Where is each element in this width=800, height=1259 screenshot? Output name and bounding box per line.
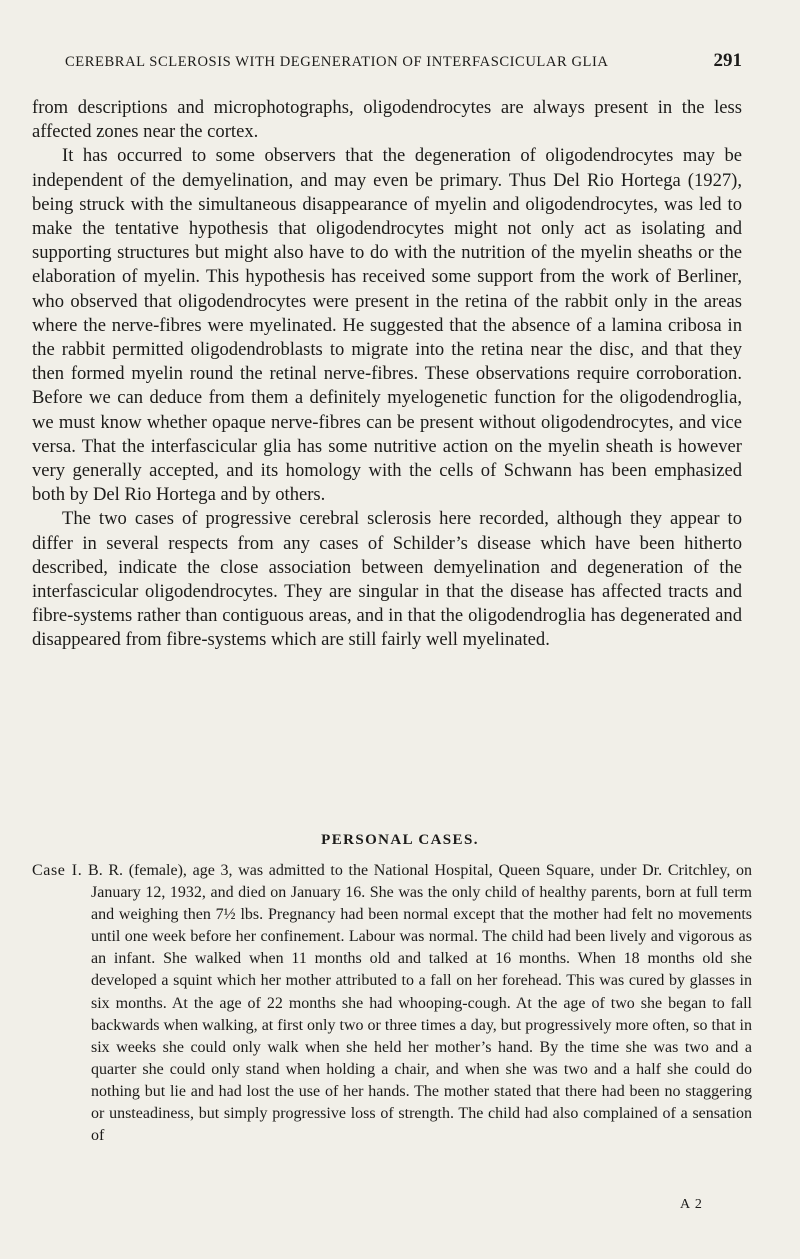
case-label: Case I. bbox=[32, 862, 83, 879]
case-text: B. R. (female), age 3, was admitted to the National Hospital, Queen Square, under Dr. Critchley, on January 12, 1932, and died on January 16. She was the only child of healthy parents, born at full term and weighing then 7½ lbs. Pregnancy had been normal except that the mother had felt no movements until one week before her confinement. Labour was normal. The child had been lively and vigorous as an infant. She walked when 11 months old and talked at 16 months. When 18 months old she developed a squint which her mother attributed to a fall on her forehead. This was cured by glasses in six months. At the age of 22 months she had whooping-cough. At the age of two she began to fall backwards when walking, at first only two or three times a day, but progressively more often, so that in six weeks she could only walk when she held her mother’s hand. By the time she was two and a quarter she could only stand when holding a chair, and when she was two and a half she could do nothing but lie and had lost the use of her hands. The mother stated that there had been no staggering or unsteadiness, but simply progressive loss of strength. The child had also complained of a sensation of bbox=[88, 862, 753, 1145]
case-report bbox=[32, 860, 752, 1147]
paragraph-two-cases: The two cases of progressive cerebral sclerosis here recorded, although they appear to differ in several respects from any cases of Schilder’s disease which have been hitherto described, indicate the close association between demyelination and degeneration of the interfascicular oligodendrocytes. They are singular in that the disease has affected tracts and fibre-systems rather than contiguous areas, and in that the oligodendroglia has degenerated and disappeared from fibre-systems which are still fairly well myelinated. bbox=[32, 508, 742, 651]
body-text bbox=[32, 96, 742, 653]
running-title: CEREBRAL SCLEROSIS WITH DEGENERATION OF INTERFASCICULAR GLIA bbox=[65, 54, 609, 70]
section-heading: PERSONAL CASES. bbox=[321, 832, 479, 848]
paragraph-oligodendrocyte-hypothesis: It has occurred to some observers that the degeneration of oligodendrocytes may be independent of the demyelination, and may even be primary. Thus Del Rio Hortega (1927), being struck with the simultaneous disappearance of myelin and oligodendrocytes, was led to make the tentative hypothesis that oligodendrocytes might not only act as isolating and supporting structures but might also have to do with the nutrition of the myelin sheaths or the elaboration of myelin. This hypothesis has received some support from the work of Berliner, who observed that oligodendrocytes were present in the retina of the rabbit only in the areas where the nerve-fibres were myelinated. He suggested that the absence of a lamina cribosa in the rabbit permitted oligodendroblasts to migrate into the retina near the disc, and that they then formed myelin round the retinal nerve-fibres. These observations require corroboration. Before we can deduce from them a definitely myelogenetic function for the oligodendroglia, we must know whether opaque nerve-fibres can be present without oligodendrocytes, and vice versa. That the interfascicular glia has some nutritive action on the myelin sheath is however very generally accepted, and its homology with the cells of Schwann has been emphasized both by Del Rio Hortega and by others. bbox=[32, 145, 742, 506]
page-number: 291 bbox=[713, 50, 742, 71]
running-head bbox=[30, 50, 742, 72]
paragraph-continuation: from descriptions and microphotographs, oligodendrocytes are always present in the less affected zones near the cortex. bbox=[32, 97, 742, 143]
case-paragraph bbox=[32, 860, 752, 1147]
signature-mark: A 2 bbox=[680, 1197, 703, 1212]
